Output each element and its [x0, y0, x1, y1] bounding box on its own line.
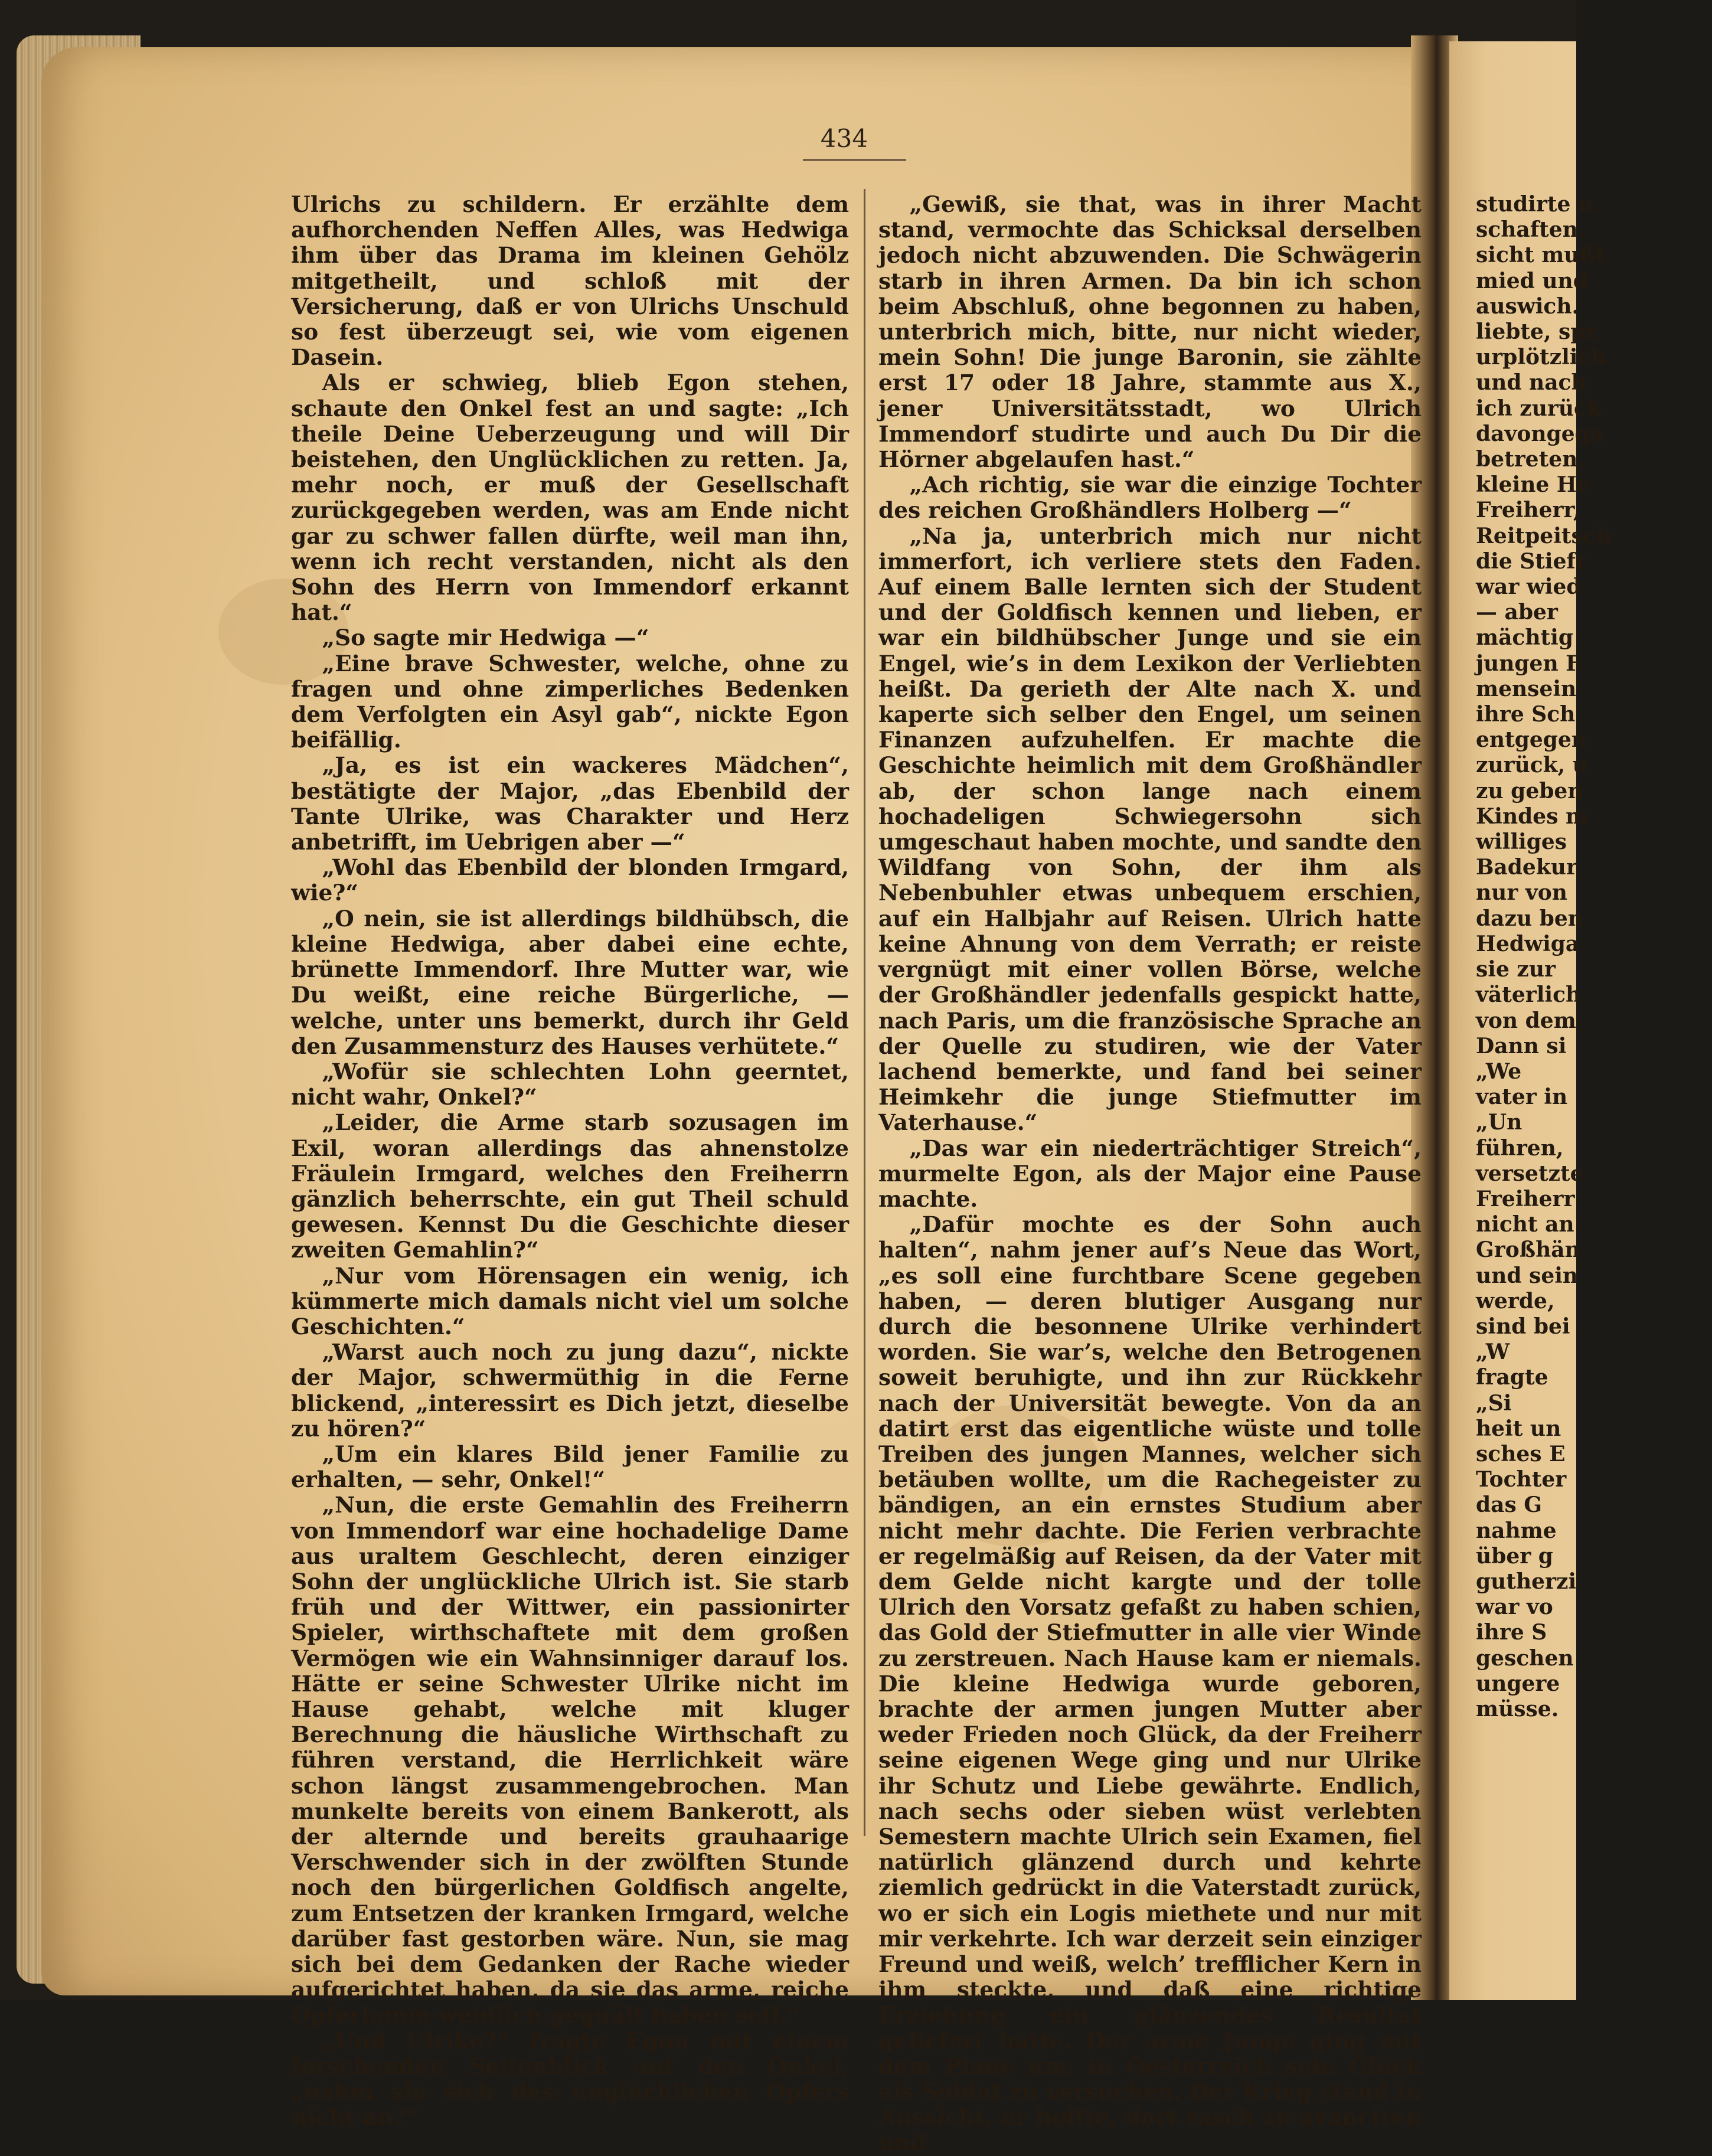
right-page-line: werde,: [1476, 1288, 1555, 1314]
right-page-line: fragte: [1476, 1365, 1548, 1390]
right-page-line: von dem: [1476, 1008, 1576, 1033]
right-page-line: Reitpeitsch: [1476, 523, 1612, 548]
right-page-line: Tochter: [1476, 1467, 1567, 1492]
paragraph: „Warst auch noch zu jung dazu“, nickte der Major, schwermüthig in die Ferne blickend, „interessirt es Dich jetzt, dieselbe zu hören?“: [291, 1339, 849, 1442]
paragraph: „O nein, sie ist allerdings bildhübsch, die kleine Hedwiga, aber dabei eine echte, brünette Immendorf. Ihre Mutter war, wie Du weißt, eine reiche Bürgerliche, — welche, unter uns bemerkt, durch ihr Geld den Zusammensturz des Hauses verhütete.“: [291, 905, 849, 1059]
right-page-line: sind bei: [1476, 1314, 1570, 1339]
right-page-line: jungen F: [1476, 651, 1581, 676]
right-page-line: „Si: [1476, 1390, 1512, 1416]
right-page-line: studirte n: [1476, 192, 1594, 217]
right-page-line: geschen: [1476, 1645, 1574, 1671]
right-page-line: betreten,: [1476, 447, 1585, 472]
right-page-line: „Un: [1476, 1110, 1522, 1135]
right-page-line: Großhän: [1476, 1237, 1580, 1263]
right-page-line: zurück, u: [1476, 753, 1588, 778]
right-page-line: vater in: [1476, 1084, 1568, 1110]
right-page-line: sicht mußt: [1476, 243, 1606, 268]
right-page-line: und sein: [1476, 1263, 1579, 1288]
right-page-line: versetzte: [1476, 1161, 1584, 1186]
paragraph: „Ach richtig, sie war die einzige Tochter des reichen Großhändlers Holberg —“: [878, 472, 1422, 524]
paragraph: „Und Ulrike?“ fragte Egon mit einem forschenden Seitenblick auf den Onkel, „nahm sie sich des unglücklichen Opfers nicht an?“: [291, 2027, 849, 2131]
right-page-line: Badekur: [1476, 855, 1577, 880]
right-page-line: — aber: [1476, 600, 1558, 625]
page-number-rule: [803, 159, 906, 161]
right-page-line: davongega: [1476, 421, 1604, 446]
right-page-line: nahme: [1476, 1518, 1557, 1543]
right-page-line: Freiherr: [1476, 1186, 1575, 1211]
right-page-line: über g: [1476, 1543, 1553, 1569]
right-page-line: war vo: [1476, 1595, 1553, 1620]
paragraph: „Na ja, unterbrich mich nur nicht immerfort, ich verliere stets den Faden. Auf einem Balle lernten sich der Student und der Goldfisch kennen und lieben, er war ein bildhübscher Junge und sie ein Engel, wie’s in dem Lexikon der Verliebten heißt. Da gerieth der Alte nach X. und kaperte sich selber den Engel, um seinen Finanzen aufzuhelfen. Er machte die Geschichte heimlich mit dem Großhändler ab, der schon lange nach einem hochadeligen Schwiegersohn sich umgeschaut haben mochte, und sandte den Wildfang von Sohn, der ihm als Nebenbuhler etwas unbequem erschien, auf ein Halbjahr auf Reisen. Ulrich hatte keine Ahnung von dem Verrath; er reiste vergnügt mit einer vollen Börse, welche der Großhändler jedenfalls gespickt hatte, nach Paris, um die französische Sprache an der Quelle zu studiren, wie der Vater lachend bemerkte, und fand bei seiner Heimkehr die junge Stiefmutter im Vaterhause.“: [878, 522, 1422, 1136]
right-page-line: heit un: [1476, 1416, 1561, 1441]
right-page-line: liebte, spr: [1476, 319, 1597, 345]
right-page-line: Hedwiga: [1476, 931, 1580, 956]
right-page-line: „W: [1476, 1340, 1510, 1365]
paragraph: „Nun, die erste Gemahlin des Freiherrn von Immendorf war eine hochadelige Dame aus uraltem Geschlecht, deren einziger Sohn der unglückliche Ulrich ist. Sie starb früh und der Wittwer, ein passionirter Spieler, wirthschaftete mit dem großen Vermögen wie ein Wahnsinniger darauf los. Hätte er seine Schwester Ulrike nicht im Hause gehabt, welche mit kluger Berechnung die häusliche Wirthschaft zu führen verstand, die Herrlichkeit wäre schon längst zusammengebrochen. Man munkelte bereits von einem Bankerott, als der alternde und bereits grauhaarige Verschwender sich in der zwölften Stunde noch den bürgerlichen Goldfisch angelte, zum Entsetzen der kranken Irmgard, welche darüber fast gestorben wäre. Nun, sie mag sich bei dem Gedanken der Rache wieder aufgerichtet haben, da sie das arme, reiche Opferlamm weidlich gequält haben soll.“: [291, 1492, 849, 2028]
right-page-line: gutherzi: [1476, 1569, 1577, 1594]
right-page-line: führen,: [1476, 1135, 1564, 1161]
paragraph: „So sagte mir Hedwiga —“: [322, 625, 649, 651]
right-page-line: nicht an: [1476, 1212, 1574, 1237]
right-page-line: müsse.: [1476, 1696, 1559, 1721]
right-page-line: zu geben: [1476, 778, 1583, 803]
paragraph: Als er schwieg, blieb Egon stehen, schaute den Onkel fest an und sagte: „Ich theile Deine Ueberzeugung und will Dir beistehen, den Unglücklichen zu retten. Ja, mehr noch, er muß der Gesellschaft zurückgegeben werden, was am Ende nicht gar zu schwer fallen dürfte, weil man ihn, wenn ich recht verstanden, nicht als den Sohn des Herrn von Immendorf erkannt hat.“: [291, 370, 849, 626]
right-page-line: dazu ben: [1476, 906, 1583, 931]
right-page-line: entgegen: [1476, 727, 1587, 753]
column-divider: [864, 189, 865, 1836]
right-page-line: mächtig: [1476, 625, 1573, 651]
right-page-line: urplötzlich: [1476, 345, 1606, 370]
right-page-line: Kindes m: [1476, 803, 1589, 829]
paragraph: „Wofür sie schlechten Lohn geerntet, nicht wahr, Onkel?“: [291, 1058, 849, 1110]
right-page-line: Freiherr,: [1476, 498, 1581, 523]
page-number: 434: [820, 124, 868, 153]
right-page-line: war wied: [1476, 574, 1582, 600]
right-page-line: die Stiefr: [1476, 548, 1587, 574]
right-page-line: väterlich: [1476, 982, 1582, 1008]
paragraph: „Gewiß, sie that, was in ihrer Macht stand, vermochte das Schicksal derselben jedoch nicht abzuwenden. Die Schwägerin starb in ihren Armen. Da bin ich schon beim Abschluß, ohne begonnen zu haben, unterbrich mich, bitte, nur nicht wieder, mein Sohn! Die junge Baronin, sie zählte erst 17 oder 18 Jahre, stammte aus X., jener Universitätsstadt, wo Ulrich Immendorf studirte und auch Du Dir die Hörner abgelaufen hast.“: [878, 191, 1422, 473]
right-page-line: kleine He: [1476, 472, 1590, 498]
right-page-line: nur von: [1476, 880, 1567, 906]
right-page-line: auswich.: [1476, 293, 1580, 319]
paragraph: „Ja, es ist ein wackeres Mädchen“, bestätigte der Major, „das Ebenbild der Tante Ulrike, was Charakter und Herz anbetrifft, im Uebrigen aber —“: [291, 752, 849, 855]
right-page-line: sie zur: [1476, 957, 1556, 982]
right-page-line: das G: [1476, 1492, 1543, 1518]
right-page-line: Dann si: [1476, 1033, 1567, 1059]
paragraph: „Leider, die Arme starb sozusagen im Exil, woran allerdings das ahnenstolze Fräulein Irmgard, welches den Freiherrn gänzlich beherrschte, ein gut Theil schuld gewesen. Kennst Du die Geschichte dieser zweiten Gemahlin?“: [291, 1109, 849, 1263]
paragraph: Ulrichs zu schildern. Er erzählte dem aufhorchenden Neffen Alles, was Hedwiga ihm über das Drama im kleinen Gehölz mitgetheilt, und schloß mit der Versicherung, daß er von Ulrichs Unschuld so fest überzeugt sei, wie vom eigenen Dasein.: [291, 191, 849, 371]
paragraph: „Nur vom Hörensagen ein wenig, ich kümmerte mich damals nicht viel um solche Geschichten.“: [291, 1262, 849, 1340]
right-page-line: „We: [1476, 1059, 1522, 1084]
right-page-line: ihre S: [1476, 1620, 1547, 1645]
text-column-left: [291, 191, 849, 2131]
right-page-line: und nach: [1476, 370, 1587, 396]
right-page-line: williges: [1476, 829, 1567, 855]
right-page-line: ungere: [1476, 1671, 1560, 1696]
right-page-line: mensein: [1476, 676, 1577, 701]
paragraph: „Um ein klares Bild jener Familie zu erhalten, — sehr, Onkel!“: [291, 1440, 849, 1493]
right-page-line: sches E: [1476, 1441, 1566, 1466]
right-page-line: ihre Sch: [1476, 702, 1576, 727]
paragraph: „Wohl das Ebenbild der blonden Irmgard, wie?“: [291, 854, 849, 906]
right-page-line: schaften.: [1476, 217, 1586, 243]
paragraph: „Dafür mochte es der Sohn auch halten“, nahm jener auf’s Neue das Wort, „es soll eine furchtbare Scene gegeben haben, — deren blutiger Ausgang nur durch die besonnene Ulrike verhindert worden. Sie war’s, welche den Betrogenen soweit beruhigte, und ihn zur Rückkehr nach der Universität bewegte. Von da an datirt erst das eigentliche wüste und tolle Treiben des jungen Mannes, welcher sich betäuben wollte, um die Rachegeister zu bändigen, an ein ernstes Studium aber nicht mehr dachte. Die Ferien verbrachte er regelmäßig auf Reisen, da der Vater mit dem Gelde nicht kargte und der tolle Ulrich den Vorsatz gefaßt zu haben schien, das Gold der Stiefmutter in alle vier Winde zu zerstreuen. Nach Hause kam er niemals. Die kleine Hedwiga wurde geboren, brachte der armen jungen Mutter aber weder Frieden noch Glück, da der Freiherr seine eigenen Wege ging und nur Ulrike ihr Schutz und Liebe gewährte. Endlich, nach sechs oder sieben wüst verlebten Semestern machte Ulrich sein Examen, fiel natürlich glänzend durch und kehrte ziemlich gedrückt in die Vaterstadt zurück, wo er sich ein Logis miethete und nur mit mir verkehrte. Ich war derzeit sein einziger Freund und weiß, welch’ trefflicher Kern in ihm steckte, und daß eine richtige Erziehung ein glänzendes Resultat geliefert hätte. Der arme Junge ging mit dem Plane um, in Oesterreich sein Glück als Soldat zu versuchen. Der Krieg stand in Aussicht, er hoffte, dort rasch zu avanciren und: [878, 1211, 1422, 2156]
paragraph: „Das war ein niederträchtiger Streich“, murmelte Egon, als der Major eine Pause machte.: [878, 1135, 1422, 1212]
right-page-line: ich zurück: [1476, 396, 1602, 421]
text-column-middle: [878, 191, 1422, 2156]
text-column-right-truncated: [1476, 192, 1712, 1845]
right-page-line: mied und: [1476, 268, 1588, 293]
paragraph: „Eine brave Schwester, welche, ohne zu fragen und ohne zimperliches Bedenken dem Verfolgten ein Asyl gab“, nickte Egon beifällig.: [291, 650, 849, 753]
